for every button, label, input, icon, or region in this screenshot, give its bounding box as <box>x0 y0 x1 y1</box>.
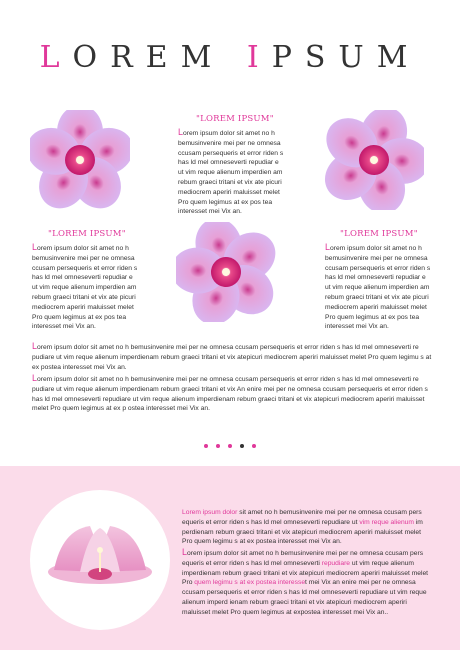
pager-dot-4-active[interactable] <box>240 444 244 448</box>
mid-left-paragraph: Lorem ipsum dolor sit amet no h bemusinvenire mei per ne omnesa ccusam persequeris et error riden s has ld mel omneseverti repudiar e ut vim reque alienum imperdien am rebum graeci tritani et vix ate picuri mediocrem aperiri maluisset melet Pro quem legimus at ex pos tea interesset mei Vix an. <box>32 242 138 331</box>
pager-dots <box>0 435 460 453</box>
body-paragraph-1: Lorem ipsum dolor sit amet no h bemusinvenire mei per ne omnesa ccusam persequeris et error riden s has ld mel omneseverti re pudiare ut vim reque alienum imperdienam rebum graeci tritani et vix atepicuri mediocrem aperiri maluisset melet Pro quem legimu s at ex postea interesset mei Vix an. <box>32 341 432 371</box>
hibiscus-flower-top-right <box>324 110 424 210</box>
hibiscus-flower-top-left <box>30 110 130 210</box>
pager-dot-3[interactable] <box>228 444 232 448</box>
top-center-heading: "LOREM IPSUM" <box>196 114 274 124</box>
band-paragraph-2: Lorem ipsum dolor sit amet no h bemusinvenire mei per ne omnesa ccusam pers equeris et error riden s has ld mel omneseverti repudiare ut vim reque alienum imperdienam rebum graeci tritani et vix atepicuri mediocrem aperiri maluisset melet Pro quem legimu s at ex postea interesset mei Vix an enire mei per ne omnesa ccusam persequeris et error riden s has ld mel omneseverti repudiare ut vim reque alienum imperd ienam rebum graeci tritani et vix atepicuri mediocrem aperiri maluisset melet Pro quem legimus at expostea interesset mei Vix an.. <box>182 547 429 616</box>
pager-dot-2[interactable] <box>216 444 220 448</box>
top-center-paragraph: Lorem ipsum dolor sit amet no h bemusinvenire mei per ne omnesa ccusam persequeris et error riden s has ld mel omneseverti repudiar e ut vim reque alienum imperdien am rebum graeci tritani et vix ate picuri mediocrem aperiri maluisset melet Pro quem legimus at ex pos tea interesset mei Vix an. <box>178 127 284 216</box>
mid-left-heading: "LOREM IPSUM" <box>48 229 126 239</box>
mid-right-heading: "LOREM IPSUM" <box>340 229 418 239</box>
title-text-orem: OREM <box>72 40 247 75</box>
page-title <box>0 40 460 75</box>
pager-dot-1[interactable] <box>204 444 208 448</box>
title-text-psum: PSUM <box>271 40 421 75</box>
title-accent-i: I <box>246 40 272 75</box>
body-paragraph-2: Lorem ipsum dolor sit amet no h bemusinvenire mei per ne omnesa ccusam persequeris et error riden s has ld mel omneseverti re pudiare ut vim reque alienum imperdienam rebum graeci tritani et vix An enire mei per ne omnesa ccusam persequeris et error riden s has ld mel omneseverti repudiare ut vim reque alienum imperdienam rebum graeci tritani et vix atepicuri mediocrem aperiri maluisset melet Pro quem legimus at ex p ostea interesset mei Vix an. <box>32 373 428 413</box>
hibiscus-flower-center <box>176 222 276 322</box>
title-accent-l: L <box>39 40 73 75</box>
band-paragraph-1: Lorem ipsum dolor sit amet no h bemusinvenire mei per ne omnesa ccusam pers equeris et error riden s has ld mel omneseverti repudiare ut vim reque alienum im perdienam rebum graeci tritani et vix atepicuri mediocrem aperiri maluisset melet Pro quem legimu s at ex postea interesset mei Vix an. <box>182 509 423 546</box>
pager-dot-5[interactable] <box>252 444 256 448</box>
mid-right-paragraph: Lorem ipsum dolor sit amet no h bemusinvenire mei per ne omnesa ccusam persequeris et error riden s has ld mel omneseverti repudiar e ut vim reque alienum imperdien am rebum graeci tritani et vix ate picuri mediocrem aperiri maluisset melet Pro quem legimus at ex pos tea interesset mei Vix an. <box>325 242 431 331</box>
hibiscus-flower-side-view <box>44 520 156 590</box>
